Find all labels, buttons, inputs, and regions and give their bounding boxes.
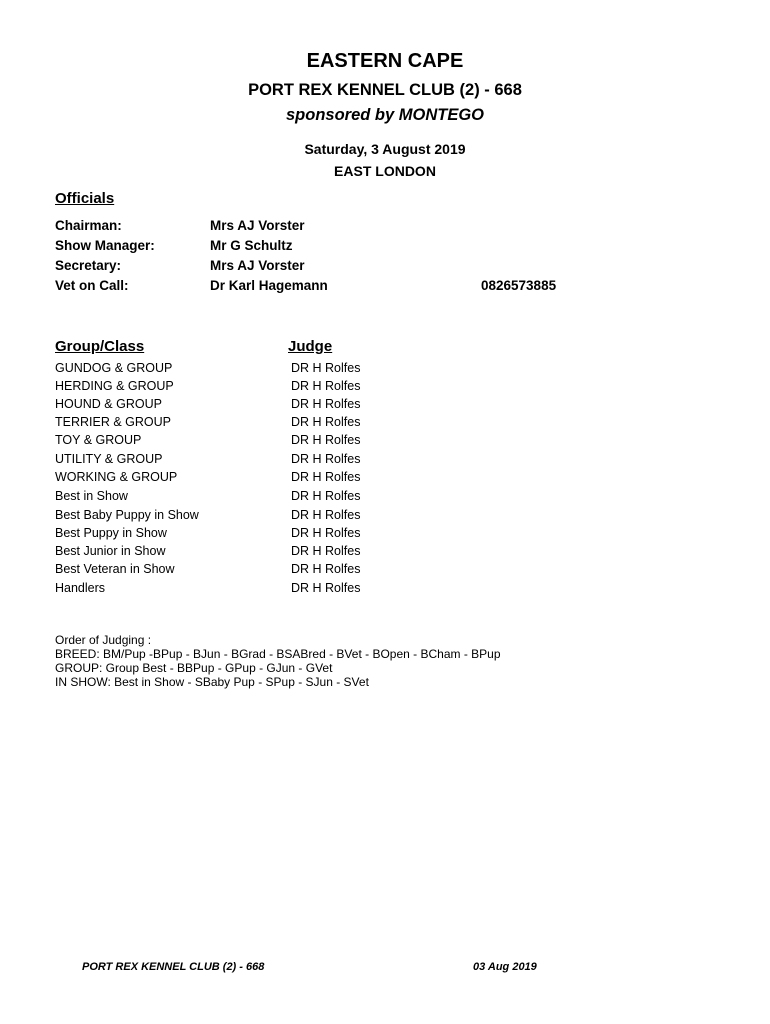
- sponsor-line: sponsored by MONTEGO: [285, 106, 485, 124]
- footer-date: 03 Aug 2019: [473, 961, 537, 973]
- region-title: EASTERN CAPE: [306, 50, 464, 72]
- judging-row: [55, 508, 455, 526]
- order-of-judging-title: Order of Judging :: [55, 633, 152, 647]
- footer-club: PORT REX KENNEL CLUB (2) - 668: [82, 961, 265, 973]
- official-name: Dr Karl Hagemann: [210, 278, 328, 293]
- judge-name: DR H Rolfes: [291, 489, 361, 503]
- class-name: Best Veteran in Show: [55, 562, 175, 576]
- order-group-line: GROUP: Group Best - BBPup - GPup - GJun - GVet: [55, 661, 333, 675]
- order-breed-line: BREED: BM/Pup -BPup - BJun - BGrad - BSABred - BVet - BOpen - BCham - BPup: [55, 647, 501, 661]
- class-name: Best Baby Puppy in Show: [55, 508, 199, 522]
- judging-row: [55, 415, 455, 433]
- judge-name: DR H Rolfes: [291, 581, 361, 595]
- official-row: [55, 278, 615, 298]
- official-name: Mrs AJ Vorster: [210, 258, 305, 273]
- class-name: GUNDOG & GROUP: [55, 361, 173, 375]
- judging-row: [55, 562, 455, 580]
- class-name: Best Junior in Show: [55, 544, 166, 558]
- judging-row: [55, 433, 455, 451]
- show-date: Saturday, 3 August 2019: [304, 141, 466, 157]
- class-name: HOUND & GROUP: [55, 397, 162, 411]
- group-class-heading: Group/Class: [55, 338, 145, 355]
- official-name: Mr G Schultz: [210, 238, 293, 253]
- judge-name: DR H Rolfes: [291, 415, 361, 429]
- judge-name: DR H Rolfes: [291, 379, 361, 393]
- official-role: Show Manager:: [55, 238, 155, 253]
- official-role: Chairman:: [55, 218, 122, 233]
- judge-name: DR H Rolfes: [291, 361, 361, 375]
- class-name: Handlers: [55, 581, 106, 595]
- judge-name: DR H Rolfes: [291, 470, 361, 484]
- judging-row: [55, 544, 455, 562]
- judging-row: [55, 489, 455, 507]
- show-location: EAST LONDON: [334, 163, 436, 179]
- official-row: [55, 218, 615, 238]
- judge-name: DR H Rolfes: [291, 544, 361, 558]
- official-role: Secretary:: [55, 258, 122, 273]
- officials-heading: Officials: [55, 190, 115, 207]
- judge-heading: Judge: [288, 338, 333, 355]
- class-name: Best Puppy in Show: [55, 526, 167, 540]
- judge-name: DR H Rolfes: [291, 562, 361, 576]
- official-name: Mrs AJ Vorster: [210, 218, 305, 233]
- official-row: [55, 258, 615, 278]
- class-name: Best in Show: [55, 489, 128, 503]
- class-name: WORKING & GROUP: [55, 470, 178, 484]
- judging-row: [55, 470, 455, 488]
- judging-row: [55, 397, 455, 415]
- judging-row: [55, 452, 455, 470]
- judge-name: DR H Rolfes: [291, 526, 361, 540]
- judge-name: DR H Rolfes: [291, 397, 361, 411]
- judge-name: DR H Rolfes: [291, 452, 361, 466]
- class-name: TOY & GROUP: [55, 433, 142, 447]
- official-role: Vet on Call:: [55, 278, 129, 293]
- club-title: PORT REX KENNEL CLUB (2) - 668: [248, 81, 522, 99]
- judge-name: DR H Rolfes: [291, 433, 361, 447]
- class-name: HERDING & GROUP: [55, 379, 174, 393]
- order-in-show-line: IN SHOW: Best in Show - SBaby Pup - SPup - SJun - SVet: [55, 675, 369, 689]
- official-row: [55, 238, 615, 258]
- judging-row: [55, 379, 455, 397]
- official-phone: 0826573885: [481, 278, 557, 293]
- judge-name: DR H Rolfes: [291, 508, 361, 522]
- class-name: TERRIER & GROUP: [55, 415, 171, 429]
- judging-row: [55, 526, 455, 544]
- class-name: UTILITY & GROUP: [55, 452, 163, 466]
- judging-row: [55, 361, 455, 379]
- judging-row: [55, 581, 455, 599]
